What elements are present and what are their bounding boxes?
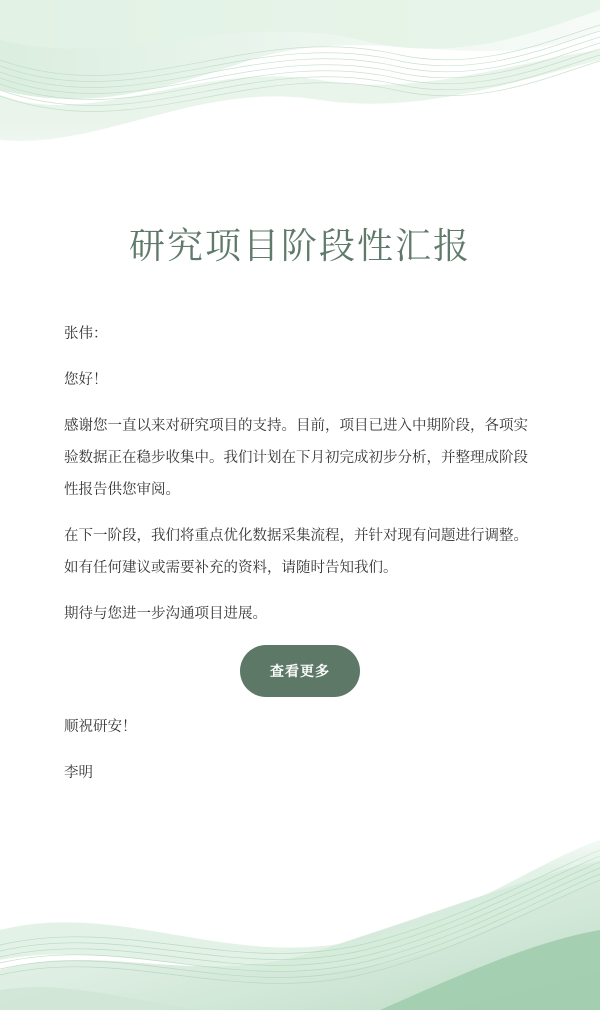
- view-more-button[interactable]: 查看更多: [240, 645, 360, 697]
- sender-signature: 李明: [64, 765, 93, 781]
- decorative-wave-bottom: [0, 820, 600, 1010]
- salutation: 您好！: [64, 372, 108, 388]
- body-paragraph-2: 在下一阶段，我们将重点优化数据采集流程，并针对现有问题进行调整。如有任何建议或需要补充的资料，请随时告知我们。: [64, 528, 528, 576]
- signoff: 顺祝研安！: [64, 719, 137, 735]
- decorative-wave-top: [0, 0, 600, 200]
- body-paragraph-3: 期待与您进一步沟通项目进展。: [64, 606, 267, 622]
- recipient-greeting: 张伟：: [64, 326, 108, 342]
- body-paragraph-1: 感谢您一直以来对研究项目的支持。目前，项目已进入中期阶段，各项实验数据正在稳步收集中。我们计划在下月初完成初步分析，并整理成阶段性报告供您审阅。: [64, 418, 528, 498]
- email-body: [64, 318, 542, 630]
- email-title: 研究项目阶段性汇报: [128, 226, 471, 267]
